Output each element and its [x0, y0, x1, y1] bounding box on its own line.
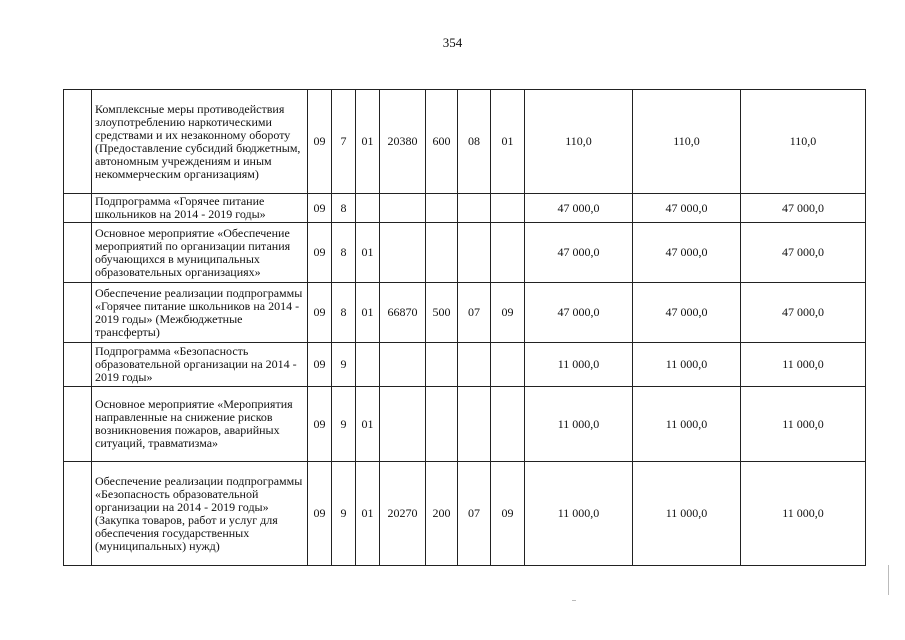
- table-row: [64, 223, 866, 283]
- table-row: [64, 387, 866, 462]
- code-cell: [426, 343, 458, 387]
- row-index-cell: [64, 343, 92, 387]
- sum-cell: 11 000,0: [525, 462, 633, 566]
- code-cell: [458, 343, 491, 387]
- table-row: [64, 343, 866, 387]
- code-cell: 01: [356, 387, 380, 462]
- scan-mark: [888, 565, 889, 595]
- sum-cell: 110,0: [525, 90, 633, 194]
- code-cell: 07: [458, 462, 491, 566]
- sum-cell: 11 000,0: [633, 387, 741, 462]
- code-cell: 01: [356, 462, 380, 566]
- row-name: Основное мероприятие «Мероприятия направленные на снижение рисков возникновения пожаров, аварийных ситуаций, травматизма»: [92, 387, 308, 462]
- sum-cell: 11 000,0: [741, 462, 866, 566]
- page-number: 354: [442, 35, 463, 50]
- code-cell: 01: [491, 90, 525, 194]
- sum-cell: 11 000,0: [741, 387, 866, 462]
- sum-cell: 47 000,0: [525, 223, 633, 283]
- code-cell: 9: [332, 343, 356, 387]
- row-name: Обеспечение реализации подпрограммы «Горячее питание школьников на 2014 - 2019 годы» (Межбюджетные трансферты): [92, 283, 308, 343]
- row-name: Комплексные меры противодействия злоупотреблению наркотическими средствами и их незаконному обороту (Предоставление субсидий бюджетным, автономным учреждениям и иным некоммерческим организациям): [92, 90, 308, 194]
- code-cell: [491, 194, 525, 223]
- row-name: Обеспечение реализации подпрограммы «Безопасность образовательной организации на 2014 - 2019 годы» (Закупка товаров, работ и услуг для обеспечения государственных (муниципальных) нужд): [92, 462, 308, 566]
- code-cell: 9: [332, 462, 356, 566]
- code-cell: [458, 194, 491, 223]
- code-cell: 09: [308, 90, 332, 194]
- row-index-cell: [64, 462, 92, 566]
- sum-cell: 47 000,0: [741, 194, 866, 223]
- row-index-cell: [64, 90, 92, 194]
- sum-cell: 110,0: [741, 90, 866, 194]
- sum-cell: 110,0: [633, 90, 741, 194]
- row-index-cell: [64, 194, 92, 223]
- code-cell: 01: [356, 223, 380, 283]
- sum-cell: 47 000,0: [741, 283, 866, 343]
- code-cell: 20270: [380, 462, 426, 566]
- code-cell: [458, 223, 491, 283]
- code-cell: [491, 223, 525, 283]
- code-cell: [491, 387, 525, 462]
- sum-cell: 11 000,0: [525, 387, 633, 462]
- code-cell: 7: [332, 90, 356, 194]
- code-cell: [356, 194, 380, 223]
- row-name: Подпрограмма «Горячее питание школьников на 2014 - 2019 годы»: [92, 194, 308, 223]
- code-cell: [356, 343, 380, 387]
- code-cell: 200: [426, 462, 458, 566]
- code-cell: 8: [332, 223, 356, 283]
- code-cell: 09: [491, 462, 525, 566]
- code-cell: 01: [356, 283, 380, 343]
- sum-cell: 47 000,0: [633, 223, 741, 283]
- sum-cell: 11 000,0: [633, 343, 741, 387]
- scan-mark: [572, 600, 576, 601]
- code-cell: [426, 194, 458, 223]
- row-index-cell: [64, 283, 92, 343]
- code-cell: [426, 387, 458, 462]
- sum-cell: 47 000,0: [633, 283, 741, 343]
- code-cell: 01: [356, 90, 380, 194]
- sum-cell: 11 000,0: [525, 343, 633, 387]
- code-cell: 09: [491, 283, 525, 343]
- sum-cell: 11 000,0: [633, 462, 741, 566]
- code-cell: 09: [308, 462, 332, 566]
- table-row: [64, 462, 866, 566]
- code-cell: 09: [308, 194, 332, 223]
- sum-cell: 47 000,0: [741, 223, 866, 283]
- code-cell: [380, 223, 426, 283]
- sum-cell: 47 000,0: [525, 283, 633, 343]
- code-cell: 8: [332, 283, 356, 343]
- row-name: Подпрограмма «Безопасность образовательной организации на 2014 - 2019 годы»: [92, 343, 308, 387]
- code-cell: [380, 194, 426, 223]
- sum-cell: 47 000,0: [525, 194, 633, 223]
- code-cell: 09: [308, 283, 332, 343]
- table-row: [64, 283, 866, 343]
- code-cell: 66870: [380, 283, 426, 343]
- code-cell: 9: [332, 387, 356, 462]
- code-cell: 20380: [380, 90, 426, 194]
- sum-cell: 47 000,0: [633, 194, 741, 223]
- code-cell: [380, 343, 426, 387]
- budget-table: [63, 89, 866, 566]
- row-index-cell: [64, 387, 92, 462]
- code-cell: 500: [426, 283, 458, 343]
- code-cell: 09: [308, 387, 332, 462]
- table-row: [64, 90, 866, 194]
- code-cell: 8: [332, 194, 356, 223]
- sum-cell: 11 000,0: [741, 343, 866, 387]
- table-row: [64, 194, 866, 223]
- code-cell: 09: [308, 223, 332, 283]
- code-cell: 07: [458, 283, 491, 343]
- code-cell: 09: [308, 343, 332, 387]
- code-cell: [458, 387, 491, 462]
- row-index-cell: [64, 223, 92, 283]
- code-cell: [491, 343, 525, 387]
- code-cell: 08: [458, 90, 491, 194]
- code-cell: [380, 387, 426, 462]
- row-name: Основное мероприятие «Обеспечение мероприятий по организации питания обучающихся в муниципальных образовательных организациях»: [92, 223, 308, 283]
- code-cell: [426, 223, 458, 283]
- code-cell: 600: [426, 90, 458, 194]
